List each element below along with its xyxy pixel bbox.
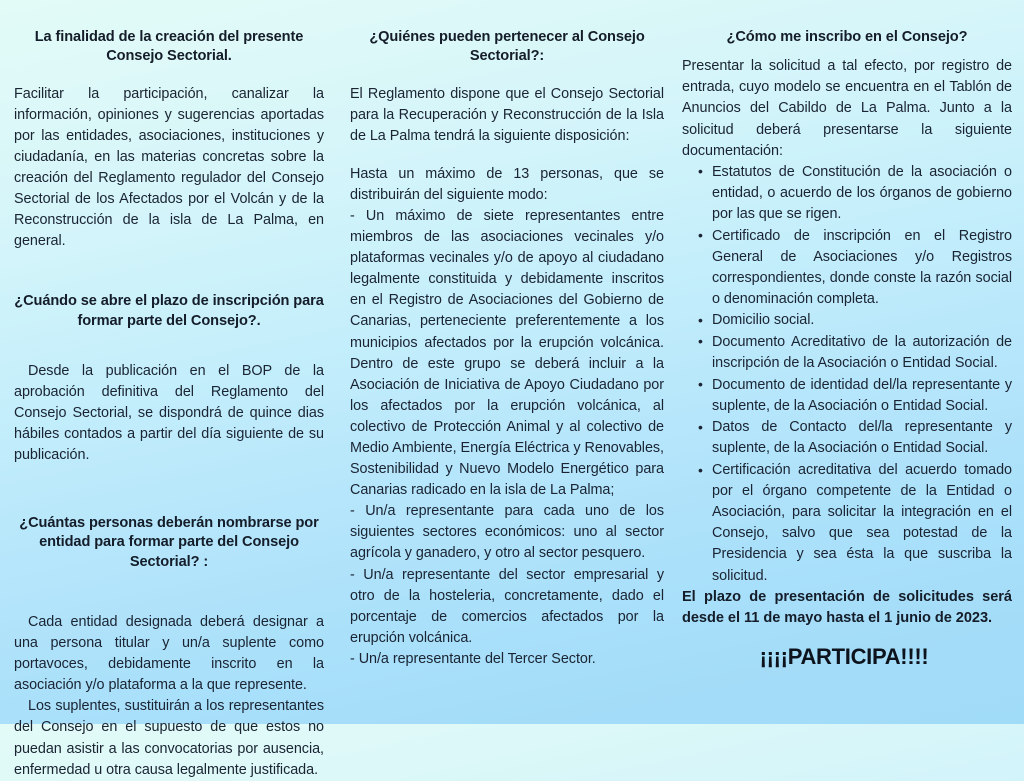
- list-item: • Domicilio social.: [698, 310, 1012, 331]
- list-item-neighborhood-reps: - Un máximo de siete representantes entre miembros de las asociaciones vecinales y/o plataformas vecinales y/o de apoyo al ciudadano legalmente constituida y debidamente inscritos en el Registro de Asociaciones del Gobierno de Canarias, perteneciente preferentemente a los municipios afectados por la erupción volcánica. Dentro de este grupo se deberá incluir a la Asociación de Iniciativa de Apoyo Ciudadano por los afectados por la erupción volcánica, al colectivo de Protección Animal y al colectivo de Medio Ambiente, Energía Eléctrica y Renovables, Sostenibilidad y Nuevo Modelo Energético para Canarias radicado en la isla de La Palma;: [350, 207, 664, 499]
- submission-deadline: El plazo de presentación de solicitudes será desde el 11 de mayo hasta el 1 junio de 2023.: [682, 589, 1012, 627]
- heading-purpose: La finalidad de la creación del presente Consejo Sectorial.: [34, 29, 304, 65]
- spacer: [350, 67, 664, 84]
- paragraph-purpose: Facilitar la participación, canalizar la información, opiniones y sugerencias aportadas por las entidades, asociaciones, instituciones y ciudadanía, en las materias concretas sobre la creación del Reglamento regulador del Consejo Sectorial de los Afectados por el Volcán y de la Reconstrucción de la isla de La Palma, en general.: [14, 85, 324, 250]
- list-item: • Certificación acreditativa del acuerdo tomado por el órgano competente de la Entidad o Asociación, para solicitar la integración en el Consejo, salvo que sea potestad de la Presidencia y sea ésta la que suscriba la solicitud.: [698, 460, 1012, 587]
- paragraph-max-people: Hasta un máximo de 13 personas, que se distribuirán del siguiente modo:: [350, 165, 664, 203]
- paragraph-designation: Cada entidad designada deberá designar a una persona titular y un/a suplente como portavoces, debidamente inscrito en la asociación y/o plataforma a la que represente.: [14, 613, 324, 694]
- call-to-action: ¡¡¡¡PARTICIPA!!!!: [759, 643, 929, 669]
- spacer: [682, 47, 1012, 56]
- list-item-business-sector: - Un/a representante del sector empresarial y otro de la hosteleria, concretamente, dado el porcentaje de comercios afectados por la erupción volcánica.: [350, 566, 664, 646]
- column-membership: [342, 28, 672, 724]
- paragraph-regulation-intro: El Reglamento dispone que el Consejo Sectorial para la Recuperación y Reconstrucción de la Isla de La Palma tendrá la siguiente disposición:: [350, 85, 664, 144]
- list-item: • Documento de identidad del/la representante y suplente, de la Asociación o Entidad Social.: [698, 375, 1012, 417]
- spacer: [14, 572, 324, 612]
- list-item: • Estatutos de Constitución de la asociación o entidad, o acuerdo de los órganos de gobierno por las que se rigen.: [698, 162, 1012, 225]
- column-purpose: [0, 28, 342, 778]
- spacer: [14, 466, 324, 514]
- list-item-third-sector: - Un/a representante del Tercer Sector.: [350, 650, 596, 667]
- spacer: [350, 147, 664, 164]
- paragraph-substitutes: Los suplentes, sustituirán a los representantes del Consejo en el supuesto de que estos no puedan asistir a las convocatorias por ausencia, enfermedad u otra causa legalmente justificada.: [14, 698, 324, 778]
- paragraph-deadline-open: Desde la publicación en el BOP de la aprobación definitiva del Reglamento del Consejo Sectorial, se dispondrá de quince dias hábiles contados a partir del día siguiente de su publicación.: [14, 362, 324, 464]
- list-item: • Datos de Contacto del/la representante y suplente, de la Asociación o Entidad Social.: [698, 417, 1012, 459]
- heading-deadline-open: ¿Cuándo se abre el plazo de inscripción para formar parte del Consejo?.: [14, 293, 324, 329]
- documentation-list: [682, 162, 1012, 587]
- spacer: [14, 67, 324, 84]
- list-item: • Documento Acreditativo de la autorización de inscripción de la Asociación o Entidad Social.: [698, 332, 1012, 374]
- heading-how-many-people: ¿Cuántas personas deberán nombrarse por entidad para formar parte del Consejo Sectorial? :: [19, 515, 319, 570]
- list-item-economic-sectors: - Un/a representante para cada uno de los siguientes sectores económicos: uno al sector agrícola y ganadero, y otro al sector pesquero.: [350, 503, 664, 562]
- paragraph-registration-intro: Presentar la solicitud a tal efecto, por registro de entrada, cuyo modelo se encuentra en el Tablón de Anuncios del Cabildo de La Palma. Junto a la solicitud deberá presentarse la siguiente documentación:: [682, 58, 1012, 159]
- list-item: • Certificado de inscripción en el Registro General de Asociaciones y/o Registros correspondientes, donde conste la razón social o denominación completa.: [698, 226, 1012, 310]
- heading-membership: ¿Quiénes pueden pertenecer al Consejo Sectorial?:: [369, 29, 645, 65]
- spacer: [14, 331, 324, 361]
- column-registration: [672, 28, 1024, 724]
- heading-registration: ¿Cómo me inscribo en el Consejo?: [726, 29, 968, 45]
- spacer: [14, 252, 324, 292]
